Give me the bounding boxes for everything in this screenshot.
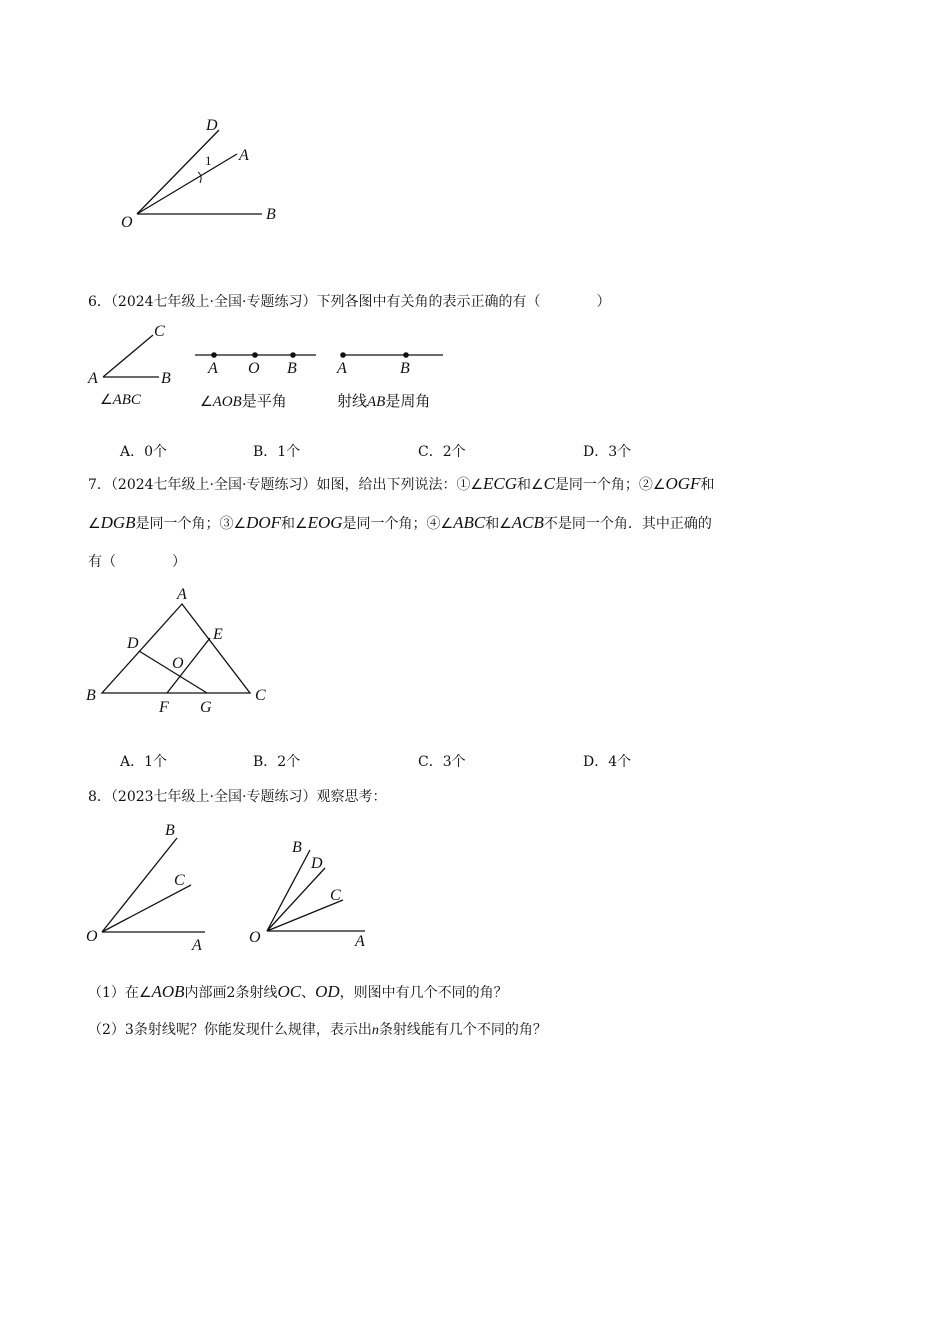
q7-number: 7． <box>88 477 111 493</box>
q6-option-b: B．1个 <box>253 444 301 460</box>
label-a: A <box>208 360 218 377</box>
q6-line <box>88 292 610 312</box>
label-b: B <box>287 360 297 377</box>
text: 条射线能有几个不同的角？ <box>378 1022 547 1038</box>
angle-name: ABC <box>112 392 141 408</box>
angle-symbol: ∠ <box>88 516 101 532</box>
point-o <box>252 352 258 358</box>
ray-ob <box>102 838 177 932</box>
text: ，则图中有几个不同的角？ <box>339 985 508 1001</box>
label-c: C <box>330 887 341 904</box>
text: 和 <box>700 477 715 493</box>
label-a: A <box>355 933 365 950</box>
ray-oc <box>267 900 343 931</box>
angle-name: DGB <box>100 513 136 532</box>
angle-name: AOB <box>212 394 242 410</box>
angle-name: AOB <box>151 982 185 1001</box>
variable-n: n <box>371 1023 379 1038</box>
angle-name: DOF <box>246 513 282 532</box>
label-o: O <box>249 929 261 946</box>
q8-source: （2023七年级上·全国·专题练习） <box>110 789 317 805</box>
angle-name: EOG <box>307 513 343 532</box>
q8-number: 8． <box>88 789 111 805</box>
q7-option-d: D．4个 <box>583 754 632 770</box>
ray-name: OD <box>315 982 340 1001</box>
angle-symbol: ∠ <box>100 392 113 408</box>
q6-stem: 下列各图中有关角的表示正确的有（ ） <box>316 294 611 310</box>
q8-figure-1 <box>82 815 222 955</box>
label-b: B <box>86 687 96 704</box>
ray-ac <box>103 335 153 377</box>
q8-figure-2 <box>245 830 380 955</box>
label-a: A <box>337 360 347 377</box>
angle-figure-top <box>110 110 300 240</box>
q8-stem: 观察思考： <box>316 789 387 805</box>
text: （2）3条射线呢？你能发现什么规律，表示出 <box>88 1022 372 1038</box>
ray-name: AB <box>367 394 386 410</box>
label-d: D <box>311 855 323 872</box>
q7-line-2 <box>88 513 712 534</box>
q7-triangle-figure <box>82 580 282 720</box>
angle-name: ECG <box>483 474 518 493</box>
text: 是同一个角；② <box>554 477 653 493</box>
q6-caption-3 <box>337 390 430 411</box>
angle-symbol: ∠ <box>440 516 454 532</box>
q6-option-a: A．0个 <box>120 444 168 460</box>
angle-name: OGF <box>665 474 701 493</box>
q7-line-1 <box>88 474 714 495</box>
triangle-abc <box>102 604 250 693</box>
angle-name: ABC <box>453 513 486 532</box>
label-o: O <box>248 360 260 377</box>
text: 不是同一个角．其中正确的 <box>543 516 712 532</box>
angle-name: ACB <box>511 513 544 532</box>
q7-option-c: C．3个 <box>418 754 466 770</box>
angle-symbol: ∠ <box>470 477 484 493</box>
angle-symbol: ∠ <box>233 516 247 532</box>
q6-figure-line-aob <box>190 340 320 380</box>
label-a: A <box>192 937 202 954</box>
label-a: A <box>177 586 187 603</box>
q6-option-c: C．2个 <box>418 444 466 460</box>
caption-text: 是周角 <box>385 392 431 410</box>
label-c: C <box>154 323 165 340</box>
q7-option-a: A．1个 <box>120 754 168 770</box>
caption-text: 射线 <box>337 392 368 410</box>
angle-symbol: ∠ <box>531 477 544 493</box>
q6-caption-1 <box>100 390 141 409</box>
q6-figure-angle-abc <box>85 318 185 388</box>
point-a <box>211 352 217 358</box>
q6-number: 6． <box>88 294 111 310</box>
q8-sub-1 <box>88 982 508 1003</box>
label-d: D <box>206 117 218 134</box>
label-b: B <box>165 822 175 839</box>
label-b: B <box>400 360 410 377</box>
label-c: C <box>174 872 185 889</box>
text: 如图，给出下列说法：① <box>316 477 471 493</box>
label-o: O <box>86 928 98 945</box>
q7-line-3: 有（ ） <box>88 554 186 570</box>
text: 、 <box>301 985 316 1001</box>
angle-symbol: ∠ <box>138 985 152 1001</box>
q7-option-b: B．2个 <box>253 754 301 770</box>
text: 内部画2条射线 <box>184 985 278 1001</box>
angle-symbol: ∠ <box>200 394 213 410</box>
q8-line <box>88 787 386 807</box>
label-f: F <box>159 699 169 716</box>
q6-option-d: D．3个 <box>583 444 632 460</box>
text: （1）在 <box>88 985 139 1001</box>
label-g: G <box>200 699 212 716</box>
caption-text: 是平角 <box>241 392 287 410</box>
label-c: C <box>255 687 266 704</box>
text: 和 <box>517 477 532 493</box>
point-b <box>290 352 296 358</box>
text: 和 <box>485 516 500 532</box>
label-o: O <box>121 214 133 231</box>
angle-symbol: ∠ <box>295 516 308 532</box>
text: 和 <box>281 516 296 532</box>
angle-symbol: ∠ <box>652 477 666 493</box>
label-b: B <box>161 370 171 387</box>
label-b: B <box>266 206 276 223</box>
label-o: O <box>172 655 184 672</box>
label-d: D <box>127 635 139 652</box>
label-angle-1: 1 <box>205 153 212 168</box>
label-b: B <box>292 839 302 856</box>
text: 是同一个角；④ <box>342 516 441 532</box>
ray-name: OC <box>277 982 302 1001</box>
label-e: E <box>213 626 223 643</box>
q7-source: （2024七年级上·全国·专题练习） <box>110 477 317 493</box>
point-a <box>340 352 346 358</box>
q6-source: （2024七年级上·全国·专题练习） <box>110 294 317 310</box>
point-b <box>403 352 409 358</box>
text: 是同一个角；③ <box>135 516 234 532</box>
q6-figure-ray-ab <box>330 340 450 380</box>
angle-symbol: ∠ <box>499 516 512 532</box>
label-a: A <box>88 370 98 387</box>
q6-caption-2 <box>200 390 287 411</box>
ray-oc <box>102 885 191 932</box>
angle-name: C <box>543 474 555 493</box>
q8-sub-2 <box>88 1020 547 1041</box>
label-a: A <box>239 147 249 164</box>
